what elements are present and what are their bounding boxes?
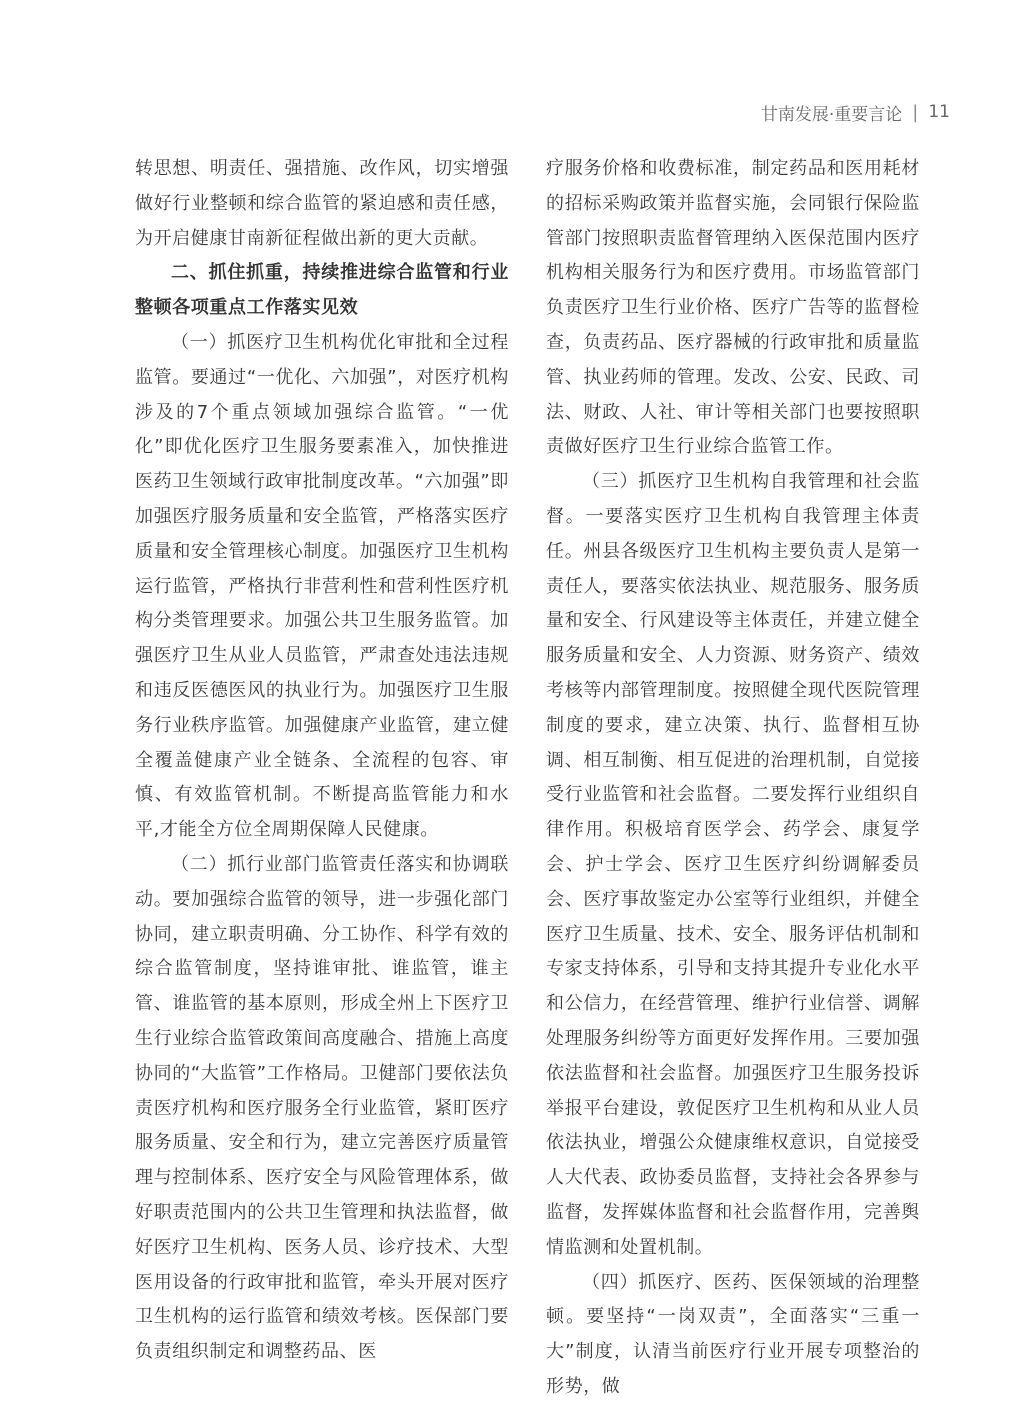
page-header xyxy=(761,100,950,124)
paragraph: （四）抓医疗、医药、医保领域的治理整顿。要坚持“一岗双责”，全面落实“三重一大”制度，认清当前医疗行业开展专项整治的形势，做 xyxy=(546,1271,920,1397)
right-column xyxy=(546,152,920,1405)
paragraph: 疗服务价格和收费标准，制定药品和医用耗材的招标采购政策并监督实施，会同银行保险监管部门按照职责监督管理纳入医保范围内医疗机构相关服务行为和医疗费用。市场监管部门负责医疗卫生行业价格、医疗广告等的监督检查，负责药品、医疗器械的行政审批和质量监管、执业药师的管理。发改、公安、民政、司法、财政、人社、审计等相关部门也要按照职责做好医疗卫生行业综合监管工作。 xyxy=(546,158,920,458)
header-title: 甘南发展·重要言论 xyxy=(760,104,903,125)
page-number: 11 xyxy=(928,102,950,122)
paragraph: 转思想、明责任、强措施、改作风，切实增强做好行业整顿和综合监管的紧迫感和责任感，为开启健康甘南新征程做出新的更大贡献。 xyxy=(135,158,509,249)
section-heading: 二、抓住抓重，持续推进综合监管和行业整顿各项重点工作落实见效 xyxy=(135,262,509,319)
paragraph: （三）抓医疗卫生机构自我管理和社会监督。一要落实医疗卫生机构自我管理主体责任。州县各级医疗卫生机构主要负责人是第一责任人，要落实依法执业、规范服务、服务质量和安全、行风建设等主体责任，并建立健全服务质量和安全、人力资源、财务资产、绩效考核等内部管理制度。按照健全现代医院管理制度的要求，建立决策、执行、监督相互协调、相互制衡、相互促进的治理机制，自觉接受行业监管和社会监督。二要发挥行业组织自律作用。积极培育医学会、药学会、康复学会、护士学会、医疗卫生医疗纠纷调解委员会、医疗事故鉴定办公室等行业组织，并健全医疗卫生质量、技术、安全、服务评估机制和专家支持体系，引导和支持其提升专业化水平和公信力，在经营管理、维护行业信誉、调解处理服务纠纷等方面更好发挥作用。三要加强依法监督和社会监督。加强医疗卫生服务投诉举报平台建设，敦促医疗卫生机构和从业人员依法执业，增强公众健康维权意识，自觉接受人大代表、政协委员监督，支持社会各界参与监督，发挥媒体监督和社会监督作用，完善舆情监测和处置机制。 xyxy=(546,471,920,1258)
left-column xyxy=(135,152,509,1370)
header-divider: | xyxy=(912,101,919,123)
paragraph: （一）抓医疗卫生机构优化审批和全过程监管。要通过“一优化、六加强”，对医疗机构涉及的7个重点领域加强综合监管。“一优化”即优化医疗卫生服务要素准入，加快推进医药卫生领域行政审批制度改革。“六加强”即加强医疗服务质量和安全监管，严格落实医疗质量和安全管理核心制度。加强医疗卫生机构运行监管，严格执行非营利性和营利性医疗机构分类管理要求。加强公共卫生服务监管。加强医疗卫生从业人员监管，严肃查处违法违规和违反医德医风的执业行为。加强医疗卫生服务行业秩序监管。加强健康产业监管，建立健全覆盖健康产业全链条、全流程的包容、审慎、有效监管机制。不断提高监管能力和水平,才能全方位全周期保障人民健康。 xyxy=(135,331,509,841)
paragraph: （二）抓行业部门监管责任落实和协调联动。要加强综合监管的领导，进一步强化部门协同，建立职责明确、分工协作、科学有效的综合监管制度，坚持谁审批、谁监管，谁主管、谁监管的基本原则，形成全州上下医疗卫生行业综合监管政策间高度融合、措施上高度协同的“大监管”工作格局。卫健部门要依法负责医疗机构和医疗服务全行业监管，紧盯医疗服务质量、安全和行为，建立完善医疗质量管理与控制体系、医疗安全与风险管理体系，做好职责范围内的公共卫生管理和执法监督，做好医疗卫生机构、医务人员、诊疗技术、大型医用设备的行政审批和监管，牵头开展对医疗卫生机构的运行监管和绩效考核。医保部门要负责组织制定和调整药品、医 xyxy=(135,853,509,1363)
